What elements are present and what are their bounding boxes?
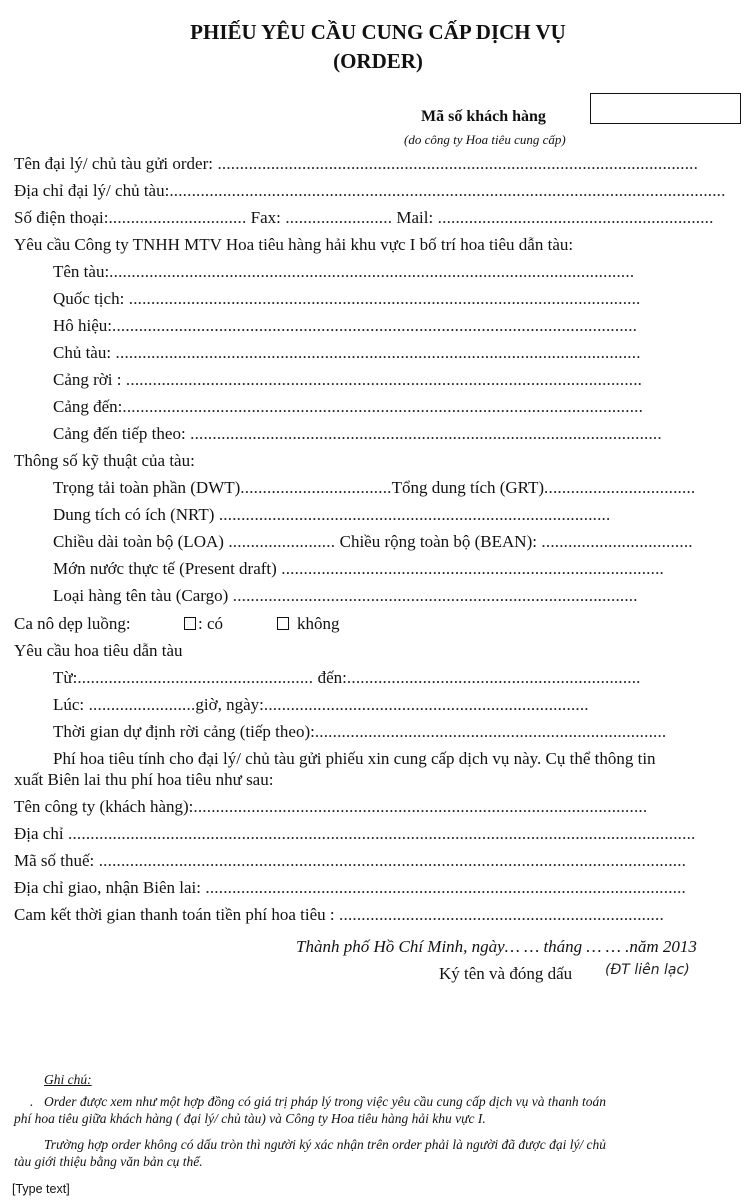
escort-yes-option[interactable] <box>184 614 223 634</box>
escort-no-option[interactable] <box>277 614 340 634</box>
ship-name-label: Tên tàu: <box>53 262 110 281</box>
to-label: đến: <box>317 668 347 687</box>
escort-no-label: không <box>297 614 340 633</box>
contact-line <box>14 208 714 228</box>
mail-label: Mail: <box>396 208 434 227</box>
customer-code-box[interactable] <box>590 93 741 124</box>
note-bullet: . <box>30 1094 34 1109</box>
beam-label: Chiều rộng toàn bộ (BEAN): <box>339 532 537 551</box>
receipt-address-field[interactable]: Địa chỉ giao, nhận Biên lai: ............................................................................................................ <box>14 878 687 897</box>
beam-field[interactable]: .................................. <box>536 532 693 551</box>
draft-label: Mớn nước thực tế (Present draft) <box>53 559 277 578</box>
loa-label: Chiều dài toàn bộ (LOA) <box>53 532 224 551</box>
payment-commit-label: Cam kết thời gian thanh toán tiền phí hoa tiêu : <box>14 905 335 924</box>
note2-line2: tàu giới thiệu bằng văn bản cụ thể. <box>14 1154 203 1169</box>
next-port-label: Cảng đến tiếp theo: <box>53 424 186 443</box>
fax-field[interactable]: ........................ <box>280 208 393 227</box>
billing-address-label: Địa chỉ <box>14 824 64 843</box>
agent-address-field[interactable]: Địa chỉ đại lý/ chủ tàu:............................................................................................................................. <box>14 181 726 200</box>
form-subtitle: (ORDER) <box>333 49 423 73</box>
nationality-field[interactable]: Quốc tịch: ................................................................................................................... <box>53 289 641 308</box>
customer-code-note: (do công ty Hoa tiêu cung cấp) <box>404 132 566 147</box>
customer-code-label: Mã số khách hàng <box>421 108 546 125</box>
request-intro: Yêu cầu Công ty TNHH MTV Hoa tiêu hàng hải khu vực I bố trí hoa tiêu dẫn tàu: <box>14 235 574 254</box>
mail-field[interactable]: .............................................................. <box>433 208 714 227</box>
company-field[interactable]: Tên công ty (khách hàng):...................................................................................................... <box>14 797 648 816</box>
ship-name-field[interactable]: Tên tàu:...................................................................................................................... <box>53 262 635 281</box>
billing-paragraph-line1: Phí hoa tiêu tính cho đại lý/ chủ tàu gửi phiếu xin cung cấp dịch vụ này. Cụ thể thông tin <box>53 749 656 768</box>
time-line <box>53 695 589 715</box>
escort-yes-checkbox[interactable] <box>184 617 196 630</box>
specs-heading: Thông số kỹ thuật của tàu: <box>14 451 195 470</box>
call-sign-field[interactable]: Hô hiệu:...................................................................................................................... <box>53 316 638 335</box>
phone-field[interactable]: ............................... <box>108 208 247 227</box>
date-place-line: Thành phố Hồ Chí Minh, ngày… … tháng … … .năm 2013 <box>296 937 697 956</box>
payment-commit-field[interactable]: Cam kết thời gian thanh toán tiền phí hoa tiêu : ......................................................................... <box>14 905 664 924</box>
receipt-address-label: Địa chỉ giao, nhận Biên lai: <box>14 878 201 897</box>
call-sign-label: Hô hiệu: <box>53 316 113 335</box>
dwt-label: Trọng tải toàn phần (DWT) <box>53 478 241 497</box>
next-departure-label: Thời gian dự định rời cảng (tiếp theo): <box>53 722 315 741</box>
billing-paragraph-line2: xuất Biên lai thu phí hoa tiêu như sau: <box>14 770 274 789</box>
next-port-field[interactable]: Cảng đến tiếp theo: .......................................................................................................... <box>53 424 662 443</box>
route-line <box>53 668 641 688</box>
note1-line1: Order được xem như một hợp đồng có giá trị pháp lý trong việc yêu cầu cung cấp dịch vụ và thanh toán <box>44 1094 607 1109</box>
form-title: PHIẾU YÊU CẦU CUNG CẤP DỊCH VỤ <box>190 20 566 44</box>
loa-field[interactable]: ........................ <box>223 532 340 551</box>
escort-label: Ca nô dẹp luồng: <box>14 614 131 633</box>
company-label: Tên công ty (khách hàng): <box>14 797 194 816</box>
agent-name-label: Tên đại lý/ chủ tàu gửi order: <box>14 154 213 173</box>
agent-name-field[interactable]: Tên đại lý/ chủ tàu gửi order: ............................................................................................................ <box>14 154 699 173</box>
hour-field[interactable]: ........................ <box>84 695 196 714</box>
dwt-field[interactable]: .................................. <box>240 478 392 497</box>
handwritten-contact-note: (ĐT liên lạc) <box>605 962 690 978</box>
pilot-heading: Yêu cầu hoa tiêu dẫn tàu <box>14 641 183 660</box>
grt-field[interactable]: .................................. <box>544 478 696 497</box>
departure-port-field[interactable]: Cảng rời : .................................................................................................................... <box>53 370 643 389</box>
arrival-port-field[interactable]: Cảng đến:..................................................................................................................... <box>53 397 644 416</box>
phone-label: Số điện thoại: <box>14 208 109 227</box>
note1-line2: phí hoa tiêu giữa khách hàng ( đại lý/ chủ tàu) và Công ty Hoa tiêu hàng hải khu vực I. <box>14 1111 486 1126</box>
nationality-label: Quốc tịch: <box>53 289 125 308</box>
type-text-placeholder: [Type text] <box>12 1182 70 1196</box>
notes-heading: Ghi chú: <box>44 1072 92 1087</box>
departure-port-label: Cảng rời : <box>53 370 122 389</box>
dwt-grt-line <box>53 478 695 498</box>
date-field[interactable]: ......................................................................... <box>263 695 589 714</box>
ship-owner-label: Chủ tàu: <box>53 343 112 362</box>
tax-code-field[interactable]: Mã số thuế: .................................................................................................................................... <box>14 851 687 870</box>
nrt-label: Dung tích có ích (NRT) <box>53 505 215 524</box>
billing-address-field[interactable]: Địa chỉ ............................................................................................................................................. <box>14 824 696 843</box>
from-field[interactable]: ..................................................... <box>77 668 318 687</box>
to-field[interactable]: .................................................................. <box>346 668 641 687</box>
tax-code-label: Mã số thuế: <box>14 851 95 870</box>
escort-no-checkbox[interactable] <box>277 617 289 630</box>
arrival-port-label: Cảng đến: <box>53 397 123 416</box>
from-label: Từ: <box>53 668 78 687</box>
cargo-field[interactable]: Loại hàng tên tàu (Cargo) ........................................................................................... <box>53 586 638 605</box>
grt-label: Tổng dung tích (GRT) <box>391 478 545 497</box>
agent-address-label: Địa chỉ đại lý/ chủ tàu: <box>14 181 170 200</box>
cargo-label: Loại hàng tên tàu (Cargo) <box>53 586 229 605</box>
fax-label: Fax: <box>250 208 281 227</box>
at-label: Lúc: <box>53 695 85 714</box>
hour-date-label: giờ, ngày: <box>195 695 264 714</box>
nrt-field[interactable]: Dung tích có ích (NRT) ........................................................................................ <box>53 505 611 524</box>
loa-beam-line <box>53 532 693 552</box>
draft-field[interactable]: Mớn nước thực tế (Present draft) ...................................................................................... <box>53 559 664 578</box>
next-departure-field[interactable]: Thời gian dự định rời cảng (tiếp theo):............................................................................... <box>53 722 667 741</box>
note2-line1: Trường hợp order không có dấu tròn thì người ký xác nhận trên order phải là người đã được đại lý/ chủ <box>44 1137 607 1152</box>
ship-owner-field[interactable]: Chủ tàu: ...................................................................................................................... <box>53 343 641 362</box>
escort-yes-label: : có <box>198 614 224 633</box>
sign-stamp-label: Ký tên và đóng dấu <box>439 964 573 983</box>
